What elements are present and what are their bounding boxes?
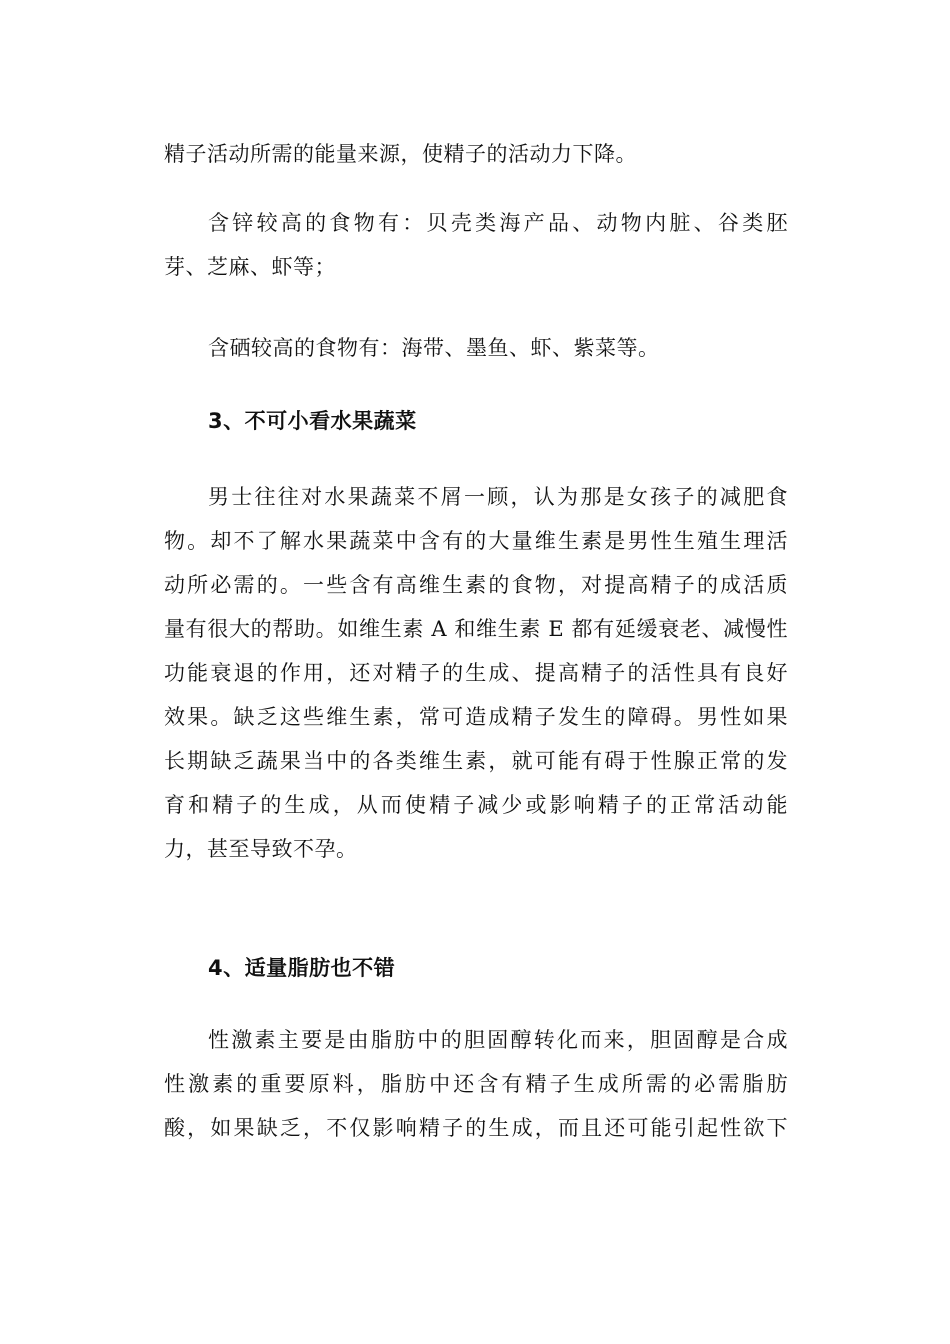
text-line: 酸，如果缺乏，不仅影响精子的生成，而且还可能引起性欲下 — [164, 1116, 788, 1140]
paragraph-energy-source — [164, 132, 788, 176]
heading-text: 3、不可小看水果蔬菜 — [208, 409, 417, 433]
text-line: 动所必需的。一些含有高维生素的食物，对提高精子的成活质 — [164, 573, 788, 597]
paragraph-fruits-vegetables — [164, 475, 788, 871]
text-line: 物。却不了解水果蔬菜中含有的大量维生素是男性生殖生理活 — [164, 529, 788, 553]
text-line: 含锌较高的食物有：贝壳类海产品、动物内脏、谷类胚 — [208, 211, 788, 235]
heading-text: 4、适量脂肪也不错 — [208, 956, 396, 980]
text-line: 力，甚至导致不孕。 — [164, 837, 358, 861]
section-heading-3 — [164, 399, 788, 443]
text-line: 效果。缺乏这些维生素，常可造成精子发生的障碍。男性如果 — [164, 705, 788, 729]
text-line: 功能衰退的作用，还对精子的生成、提高精子的活性具有良好 — [164, 661, 788, 685]
text-line: 男士往往对水果蔬菜不屑一顾，认为那是女孩子的减肥食 — [208, 485, 788, 509]
text-line: 含硒较高的食物有：海带、墨鱼、虾、紫菜等。 — [208, 336, 660, 360]
text-line: 性激素的重要原料，脂肪中还含有精子生成所需的必需脂肪 — [164, 1072, 788, 1096]
text-line: 量有很大的帮助。如维生素 A 和维生素 E 都有延缓衰老、减慢性 — [164, 617, 788, 641]
text-line: 芽、芝麻、虾等； — [164, 255, 336, 279]
text-line: 育和精子的生成，从而使精子减少或影响精子的正常活动能 — [164, 793, 788, 817]
text-line: 精子活动所需的能量来源，使精子的活动力下降。 — [164, 142, 637, 166]
paragraph-selenium-foods — [164, 326, 788, 370]
text-line: 长期缺乏蔬果当中的各类维生素，就可能有碍于性腺正常的发 — [164, 749, 788, 773]
paragraph-zinc-foods — [164, 201, 788, 289]
paragraph-fat-intake — [164, 1018, 788, 1150]
text-line: 性激素主要是由脂肪中的胆固醇转化而来，胆固醇是合成 — [208, 1028, 788, 1052]
section-heading-4 — [164, 946, 788, 990]
